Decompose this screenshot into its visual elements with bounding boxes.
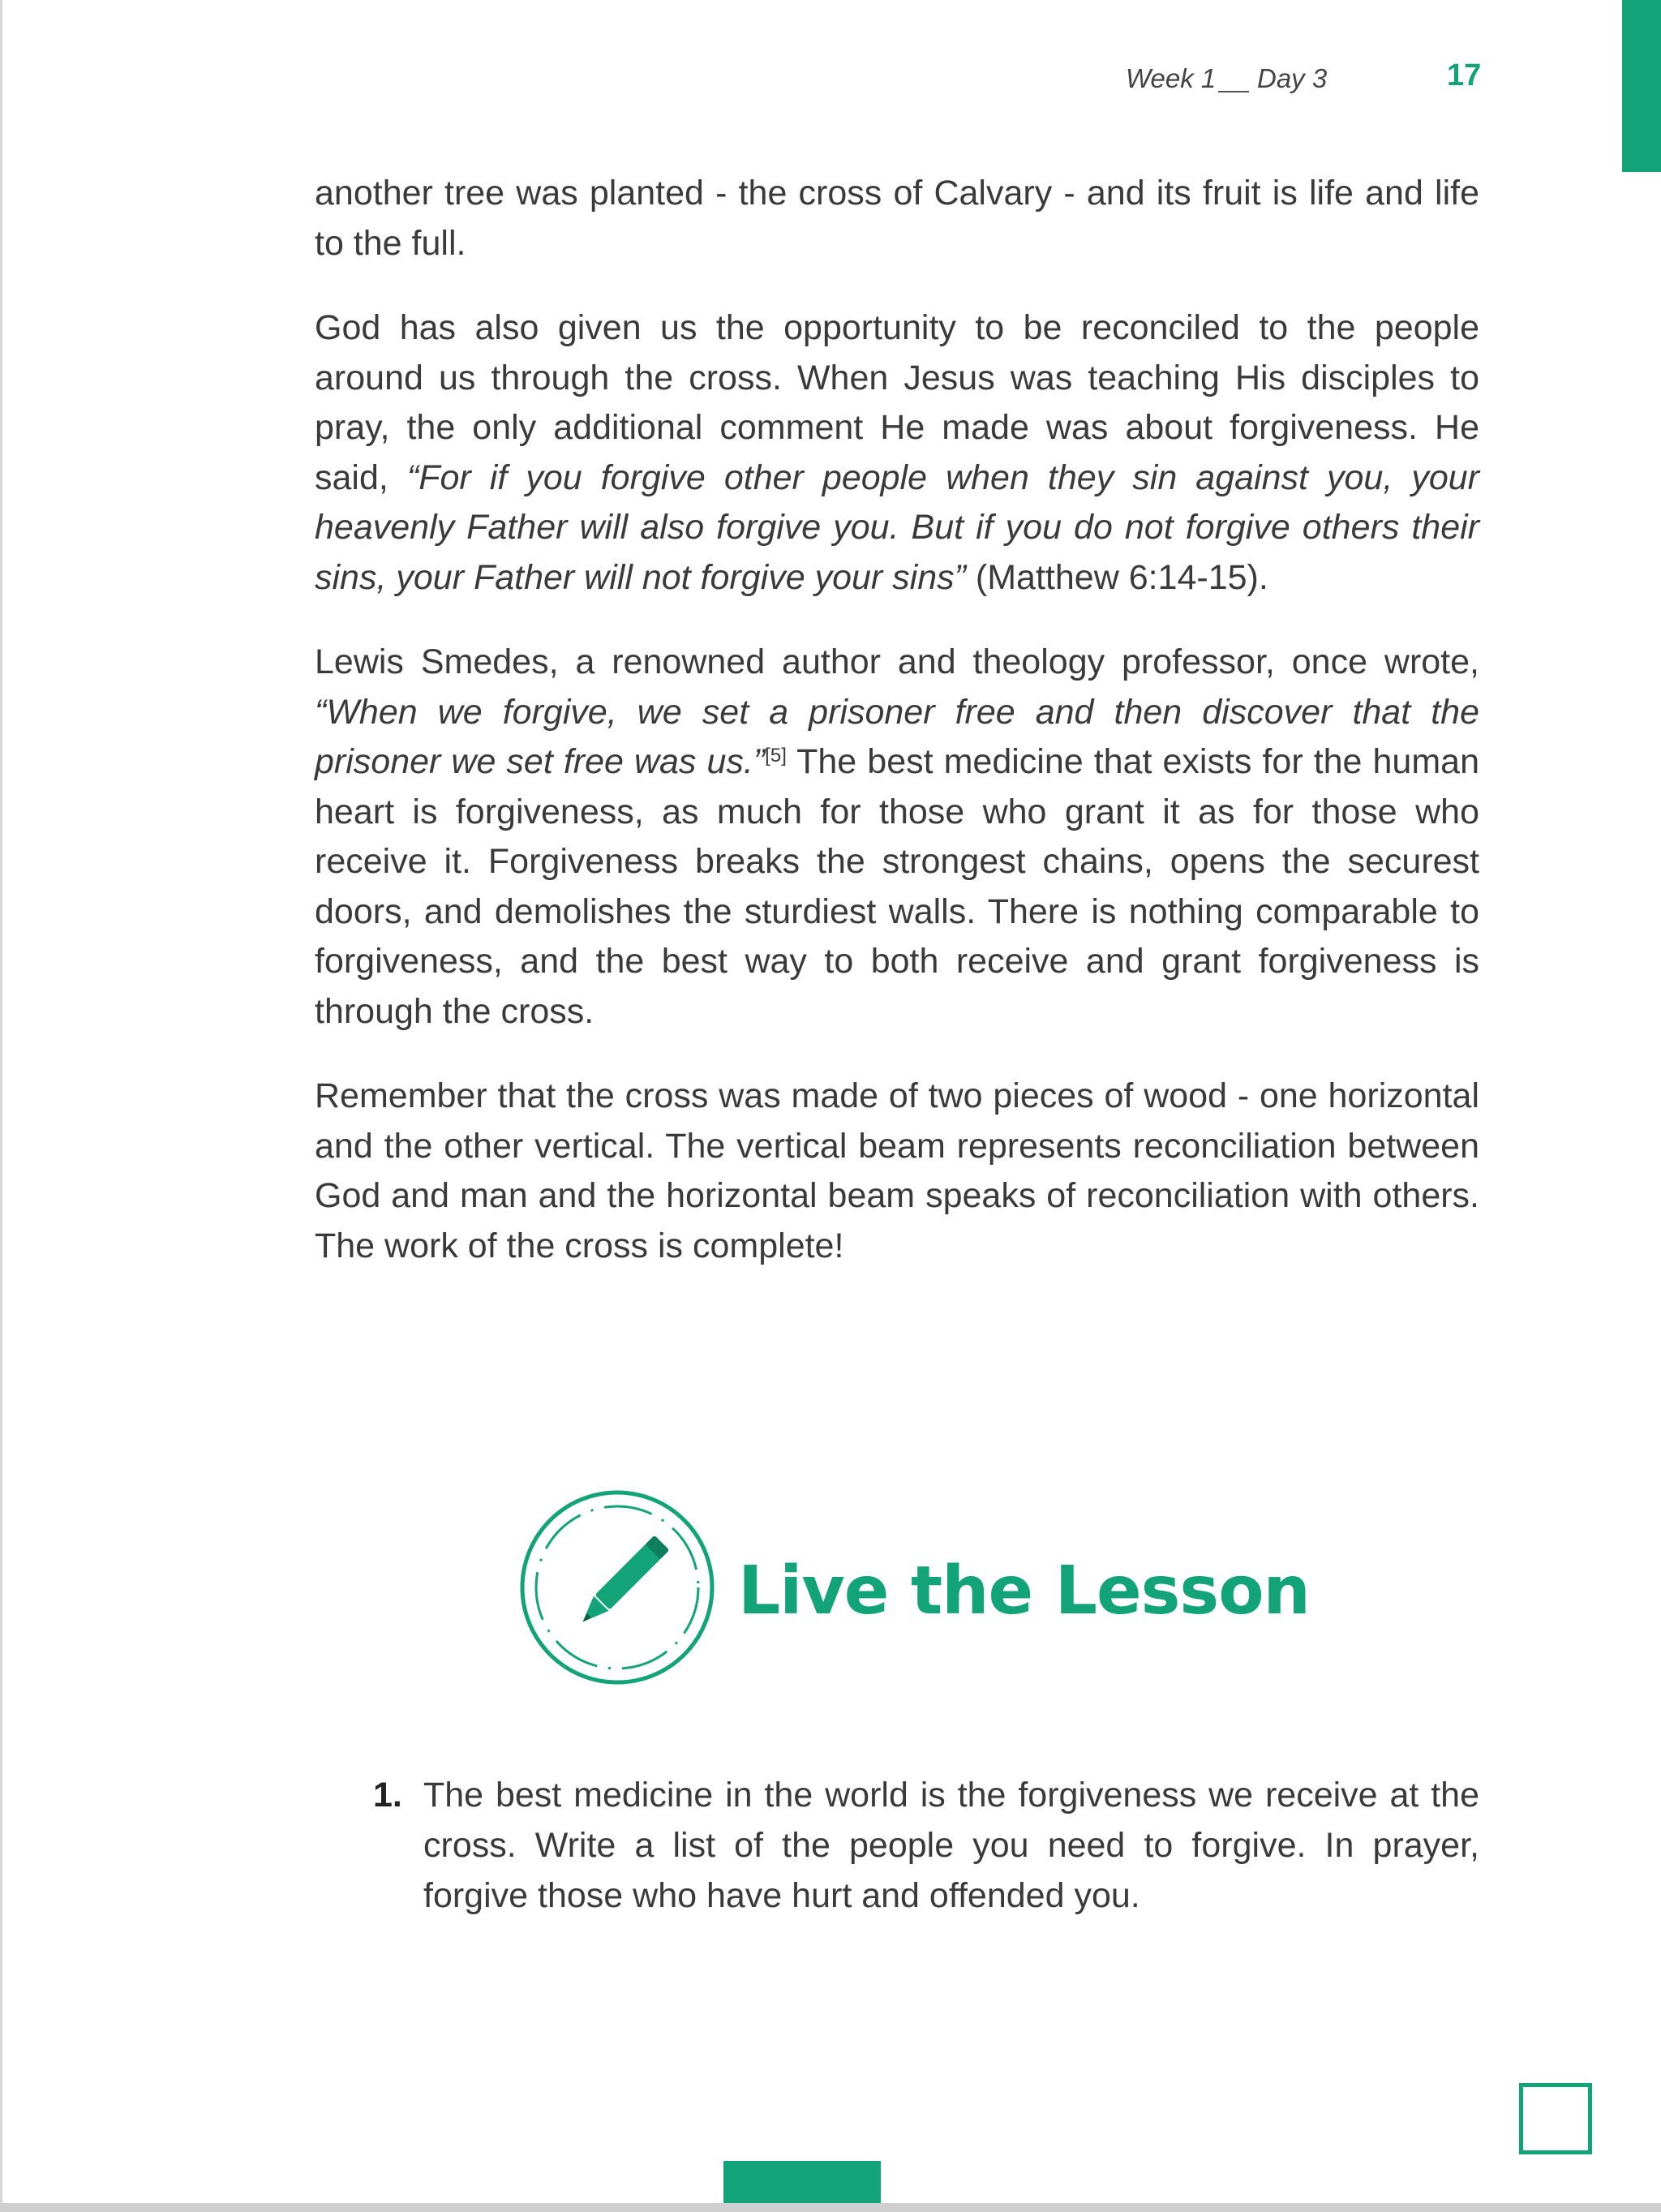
chapter-tab [1622, 0, 1661, 172]
paragraph-text: Lewis Smedes, a renowned author and theology professor, once wrote, [315, 642, 1479, 681]
section-title: Live the Lesson [738, 1553, 1310, 1630]
page-number: 17 [1447, 58, 1482, 92]
list-item [373, 1770, 1479, 1921]
header-day: Day 3 [1257, 63, 1328, 93]
running-header [1119, 58, 1500, 104]
live-the-lesson-section [517, 1488, 1328, 1690]
pencil-icon [517, 1488, 717, 1687]
page-edge [0, 0, 2, 2212]
paragraph [315, 638, 1479, 1037]
task-list [373, 1770, 1479, 1921]
paragraph-text: The best medicine that exists for the human heart is forgiveness, as much for those who grant it as for those who receive it. Forgiveness breaks the strongest chains, opens the securest doors, and demolishes the sturdiest walls. There is nothing comparable to forgiveness, and the best way to both receive and grant forgiveness is through the cross. [315, 742, 1479, 1031]
body-text [315, 169, 1479, 1306]
list-item-text: The best medicine in the world is the forgiveness we receive at the cross. Write a list of the people you need to forgive. In prayer, forgive those who have hurt and offended you. [423, 1776, 1479, 1915]
scripture-reference: (Matthew 6:14-15). [965, 557, 1268, 597]
paragraph [315, 303, 1479, 603]
scripture-quote: “For if you forgive other people when they sin against you, your heavenly Father will also forgive you. But if you do not forgive others their sins, your Father will not forgive your sins” [315, 457, 1479, 597]
list-item-number: 1. [373, 1776, 402, 1815]
header-week: Week 1 [1126, 63, 1217, 93]
author-quote: “When we forgive, we set a prisoner free and then discover that the prisoner we set free was us.” [315, 692, 1479, 781]
footer-tab [723, 2161, 881, 2203]
paragraph-text: another tree was planted - the cross of Calvary - and its fruit is life and life to the full. [315, 174, 1479, 263]
completion-checkbox[interactable] [1519, 2083, 1592, 2154]
paragraph-text: Remember that the cross was made of two pieces of wood - one horizontal and the other vertical. The vertical beam represents reconciliation between God and man and the horizontal beam speaks of reconciliation with others. The work of the cross is complete! [315, 1076, 1479, 1265]
paragraph [315, 169, 1479, 268]
footnote-marker[interactable]: [5] [765, 745, 787, 767]
page-edge-bottom [0, 2203, 1661, 2212]
paragraph [315, 1072, 1479, 1271]
header-separator [1218, 91, 1249, 92]
paragraph-text: God has also given us the opportunity to be reconciled to the people around us through the cross. When Jesus was teaching His disciples to pray, the only additional comment He made was about forgiveness. He said, [315, 308, 1479, 497]
